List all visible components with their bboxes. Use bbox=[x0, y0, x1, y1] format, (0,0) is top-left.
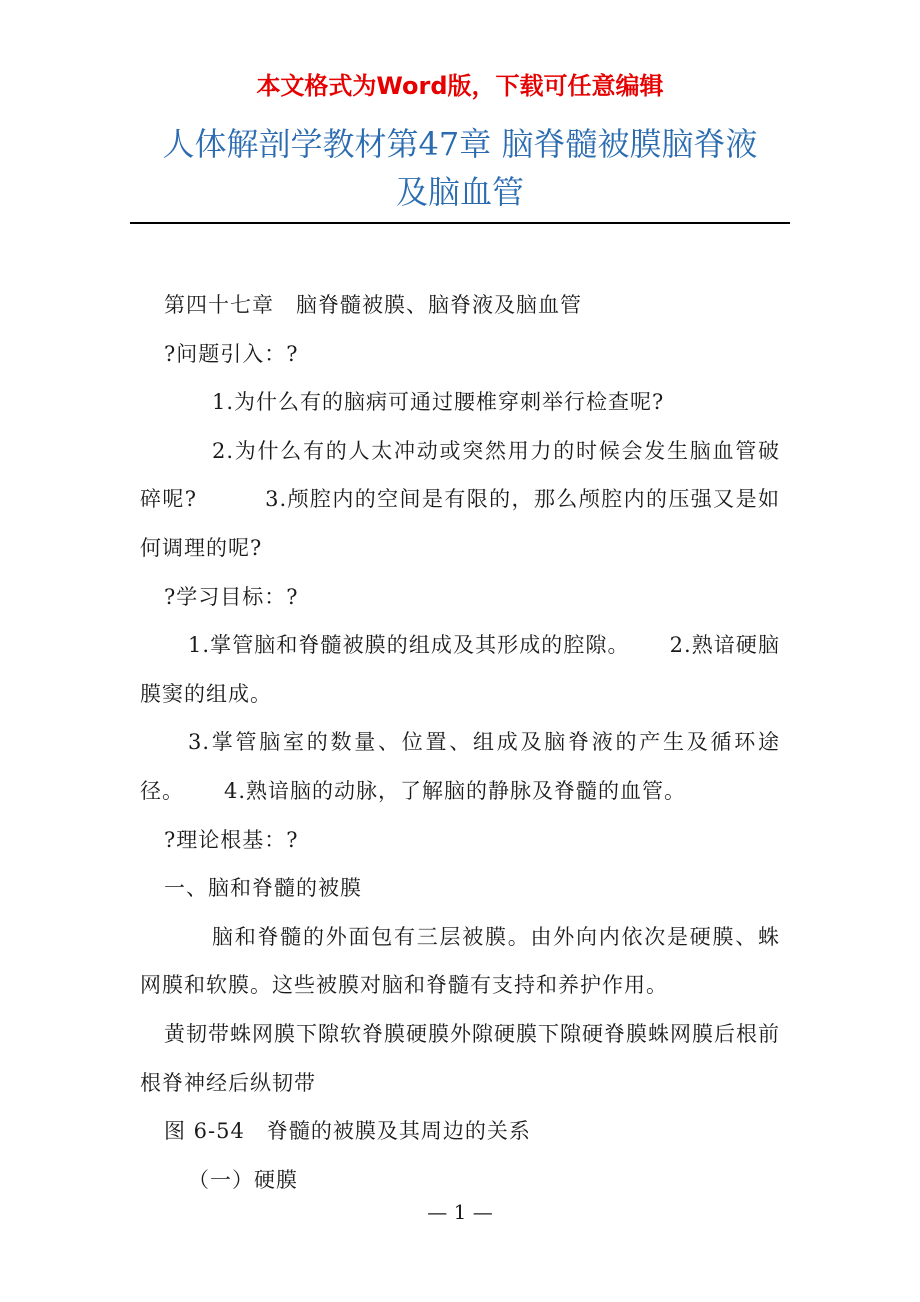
question-2: 2.为什么有的人太冲动或突然用力的时候会发生脑血管破碎呢? bbox=[140, 438, 780, 512]
document-title bbox=[130, 120, 790, 216]
paragraph-1: 脑和脊髓的外面包有三层被膜。由外向内依次是硬膜、蛛网膜和软膜。这些被膜对脑和脊髓有支持和养护作用。 bbox=[140, 924, 780, 998]
download-banner: 本文格式为Word版，下载可任意编辑 bbox=[256, 72, 664, 100]
subsection-heading-1: （一）硬膜 bbox=[188, 1167, 298, 1192]
questions-2-3 bbox=[140, 427, 780, 573]
goal-2: 2.熟谙硬脑膜窦的组成。 bbox=[140, 633, 780, 706]
question-3: 3.颅腔内的空间是有限的，那么颅腔内的压强又是如何调理的呢? bbox=[140, 487, 780, 560]
goals-1-2 bbox=[140, 621, 780, 718]
title-divider bbox=[130, 222, 790, 224]
section-heading-1: 一、脑和脊髓的被膜 bbox=[164, 876, 362, 901]
question-1: 1.为什么有的脑病可通过腰椎穿刺举行检查呢? bbox=[212, 390, 665, 415]
figure-labels: 黄韧带蛛网膜下隙软脊膜硬膜外隙硬膜下隙硬脊膜蛛网膜后根前根脊神经后纵韧带 bbox=[140, 1021, 780, 1095]
page-number: — 1 — bbox=[427, 1200, 493, 1224]
title-line-2: 及脑血管 bbox=[395, 173, 524, 211]
goals-3-4 bbox=[140, 718, 780, 815]
figure-caption: 图 6-54 脊髓的被膜及其周边的关系 bbox=[164, 1119, 531, 1144]
goal-4: 4.熟谙脑的动脉，了解脑的静脉及脊髓的血管。 bbox=[224, 778, 687, 803]
intro-heading: ?问题引入：? bbox=[164, 341, 299, 366]
title-line-1: 人体解剖学教材第47章 脑脊髓被膜脑脊液 bbox=[162, 125, 758, 163]
goal-1: 1.掌管脑和脊髓被膜的组成及其形成的腔隙。 bbox=[188, 633, 630, 658]
chapter-heading: 第四十七章 脑脊髓被膜、脑脊液及脑血管 bbox=[164, 293, 582, 317]
document-body bbox=[140, 281, 780, 1204]
goals-heading: ?学习目标：? bbox=[164, 584, 299, 609]
theory-heading: ?理论根基：? bbox=[164, 827, 299, 852]
goal-3: 3.掌管脑室的数量、位置、组成及脑脊液的产生及循环途径。 bbox=[140, 730, 780, 803]
